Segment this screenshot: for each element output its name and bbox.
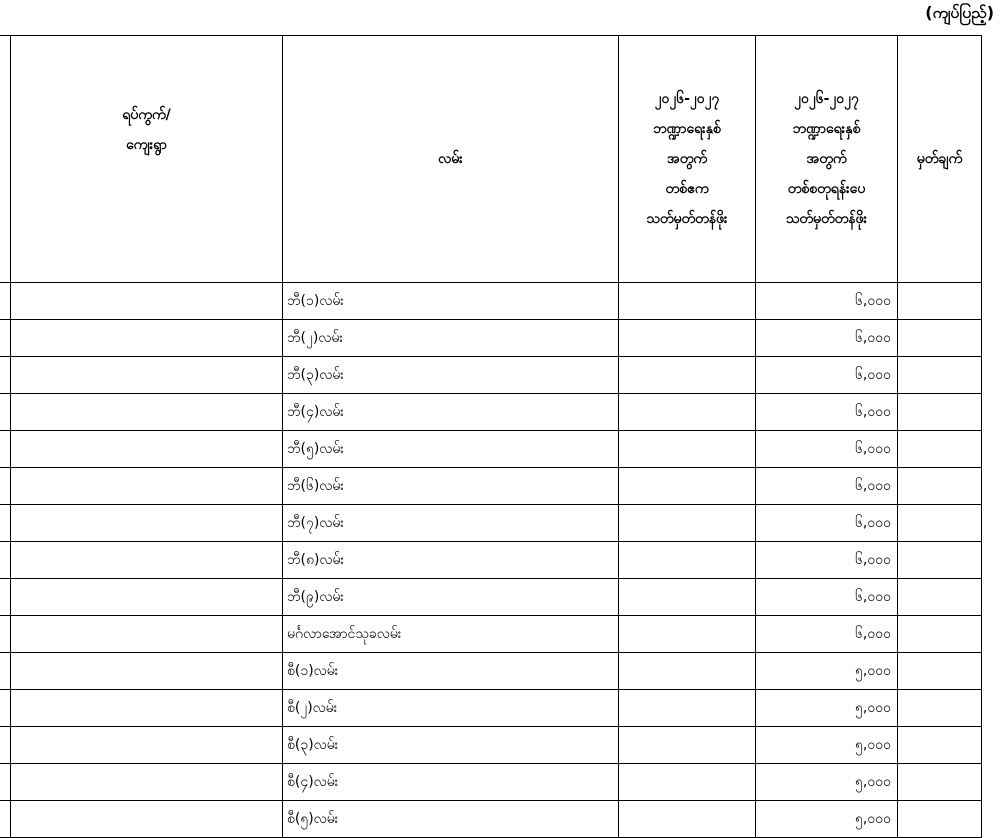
value-per-acre-cell: [619, 579, 756, 616]
value-per-sqft-cell: ၆,၀၀၀: [756, 505, 898, 542]
value-per-acre-cell: [619, 357, 756, 394]
row-index-cell: [0, 653, 11, 690]
value-per-sqft-cell: ၆,၀၀၀: [756, 431, 898, 468]
value-per-acre-cell: [619, 505, 756, 542]
table-row: [0, 394, 982, 431]
remark-cell: [898, 320, 982, 357]
row-index-cell: [0, 468, 11, 505]
road-cell: စီ(၅)လမ်း: [283, 801, 619, 838]
remark-cell: [898, 579, 982, 616]
road-cell: ဘီ(၁)လမ်း: [283, 283, 619, 320]
remark-cell: [898, 690, 982, 727]
road-cell: စီ(၄)လမ်း: [283, 764, 619, 801]
road-cell: စီ(၂)လမ်း: [283, 690, 619, 727]
value-per-acre-cell: [619, 431, 756, 468]
value-per-sqft-cell: ၆,၀၀၀: [756, 394, 898, 431]
road-cell: မင်္ဂလာအောင်သုခလမ်း: [283, 616, 619, 653]
table-row: [0, 616, 982, 653]
value-per-acre-cell: [619, 320, 756, 357]
ward-village-cell: [11, 801, 283, 838]
road-cell: ဘီ(၃)လမ်း: [283, 357, 619, 394]
table-row: [0, 357, 982, 394]
value-per-acre-cell: [619, 690, 756, 727]
row-index-cell: [0, 801, 11, 838]
table-row: [0, 468, 982, 505]
road-cell: ဘီ(၄)လမ်း: [283, 394, 619, 431]
table-row: [0, 801, 982, 838]
remark-cell: [898, 283, 982, 320]
table-row: [0, 542, 982, 579]
road-cell: ဘီ(၇)လမ်း: [283, 505, 619, 542]
unit-note: (ကျပ်ပြည့်): [925, 3, 994, 22]
value-per-acre-cell: [619, 653, 756, 690]
ward-village-cell: [11, 283, 283, 320]
table-row: [0, 505, 982, 542]
ward-village-cell: [11, 542, 283, 579]
road-cell: စီ(၃)လမ်း: [283, 727, 619, 764]
land-value-table: [0, 35, 982, 838]
remark-cell: [898, 542, 982, 579]
value-per-sqft-cell: ၆,၀၀၀: [756, 579, 898, 616]
table-row: [0, 320, 982, 357]
remark-cell: [898, 468, 982, 505]
road-cell: ဘီ(၂)လမ်း: [283, 320, 619, 357]
table-row: [0, 653, 982, 690]
remark-cell: [898, 431, 982, 468]
value-per-acre-cell: [619, 727, 756, 764]
ward-village-cell: [11, 727, 283, 764]
value-per-sqft-cell: ၅,၀၀၀: [756, 727, 898, 764]
road-cell: ဘီ(၅)လမ်း: [283, 431, 619, 468]
ward-village-cell: [11, 653, 283, 690]
remark-cell: [898, 764, 982, 801]
value-per-sqft-cell: ၅,၀၀၀: [756, 801, 898, 838]
value-per-acre-cell: [619, 283, 756, 320]
road-cell: ဘီ(၆)လမ်း: [283, 468, 619, 505]
ward-village-cell: [11, 320, 283, 357]
row-index-cell: [0, 616, 11, 653]
road-cell: ဘီ(၈)လမ်း: [283, 542, 619, 579]
header-cell-value-per-sqft: ၂၀၂၆-၂၀၂၇ ဘဏ္ဍာရေးနှစ် အတွက် တစ်စတုရန်းပေ သတ်မှတ်တန်ဖိုး: [756, 36, 898, 283]
table-row: [0, 283, 982, 320]
row-index-cell: [0, 283, 11, 320]
header-cell-road: လမ်း: [283, 36, 619, 283]
ward-village-cell: [11, 616, 283, 653]
value-per-sqft-cell: ၅,၀၀၀: [756, 653, 898, 690]
value-per-sqft-cell: ၅,၀၀၀: [756, 690, 898, 727]
row-index-cell: [0, 764, 11, 801]
value-per-acre-cell: [619, 542, 756, 579]
table-row: [0, 690, 982, 727]
ward-village-cell: [11, 468, 283, 505]
row-index-cell: [0, 727, 11, 764]
road-cell: ဘီ(၉)လမ်း: [283, 579, 619, 616]
header-cell-ward-village: ရပ်ကွက်/ ကျေးရွာ: [11, 36, 283, 283]
row-index-cell: [0, 690, 11, 727]
ward-village-cell: [11, 690, 283, 727]
value-per-sqft-cell: ၆,၀၀၀: [756, 283, 898, 320]
ward-village-cell: [11, 357, 283, 394]
table-row: [0, 764, 982, 801]
table-row: [0, 727, 982, 764]
remark-cell: [898, 801, 982, 838]
remark-cell: [898, 505, 982, 542]
value-per-acre-cell: [619, 468, 756, 505]
remark-cell: [898, 357, 982, 394]
value-per-acre-cell: [619, 764, 756, 801]
remark-cell: [898, 394, 982, 431]
ward-village-cell: [11, 394, 283, 431]
remark-cell: [898, 727, 982, 764]
table-row: [0, 431, 982, 468]
value-per-sqft-cell: ၆,၀၀၀: [756, 468, 898, 505]
row-index-cell: [0, 357, 11, 394]
row-index-cell: [0, 320, 11, 357]
value-per-acre-cell: [619, 394, 756, 431]
value-per-sqft-cell: ၆,၀၀၀: [756, 320, 898, 357]
value-per-acre-cell: [619, 616, 756, 653]
remark-cell: [898, 653, 982, 690]
table-body: [0, 283, 982, 838]
ward-village-cell: [11, 505, 283, 542]
row-index-cell: [0, 505, 11, 542]
row-index-cell: [0, 542, 11, 579]
row-index-cell: [0, 579, 11, 616]
row-index-cell: [0, 431, 11, 468]
ward-village-cell: [11, 764, 283, 801]
value-per-sqft-cell: ၆,၀၀၀: [756, 357, 898, 394]
header-cell-remark: မှတ်ချက်: [898, 36, 982, 283]
ward-village-cell: [11, 579, 283, 616]
header-cell-index: [0, 36, 11, 283]
road-cell: စီ(၁)လမ်း: [283, 653, 619, 690]
row-index-cell: [0, 394, 11, 431]
value-per-sqft-cell: ၆,၀၀၀: [756, 616, 898, 653]
table-row: [0, 579, 982, 616]
header-cell-value-per-acre: ၂၀၂၆-၂၀၂၇ ဘဏ္ဍာရေးနှစ် အတွက် တစ်ဧက သတ်မှတ်တန်ဖိုး: [619, 36, 756, 283]
table-header: [0, 36, 982, 283]
remark-cell: [898, 616, 982, 653]
value-per-sqft-cell: ၆,၀၀၀: [756, 542, 898, 579]
value-per-sqft-cell: ၅,၀၀၀: [756, 764, 898, 801]
value-per-acre-cell: [619, 801, 756, 838]
ward-village-cell: [11, 431, 283, 468]
